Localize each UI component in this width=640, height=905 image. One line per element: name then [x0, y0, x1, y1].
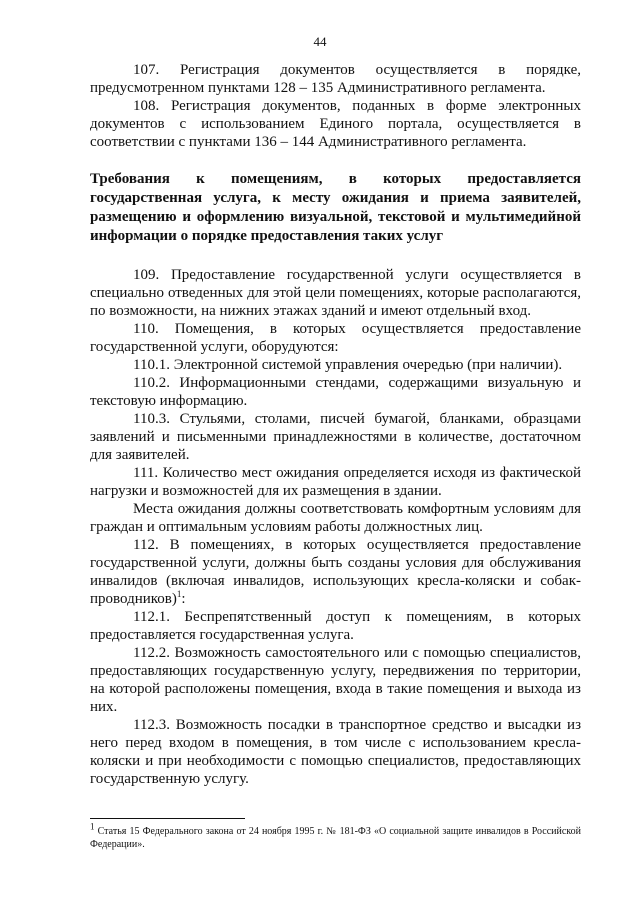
- page-number: 44: [313, 34, 327, 49]
- footnote-mark: 1: [90, 821, 95, 832]
- footnote-reference: 1: [176, 589, 182, 599]
- paragraph-111: 111. Количество мест ожидания определяется исходя из фактической нагрузки и возможностей для их размещения в здании.: [90, 465, 581, 499]
- paragraph-110-1: 110.1. Электронной системой управления очередью (при наличии).: [133, 357, 563, 373]
- paragraph-108: 108. Регистрация документов, поданных в форме электронных документов с использованием Единого портала, осуществляется в соответствии с пунктами 136 – 144 Административного регламента.: [90, 98, 581, 150]
- footnote-divider: [90, 818, 245, 819]
- paragraph-112-suffix: :: [181, 591, 186, 607]
- paragraph-112-1: 112.1. Беспрепятственный доступ к помещениям, в которых предоставляется государственная услуга.: [90, 609, 581, 643]
- paragraph-waiting-places: Места ожидания должны соответствовать комфортным условиям для граждан и оптимальным условиям работы должностных лиц.: [90, 501, 581, 535]
- paragraph-110: 110. Помещения, в которых осуществляется предоставление государственной услуги, оборудуются:: [90, 321, 581, 355]
- paragraph-109: 109. Предоставление государственной услуги осуществляется в специально отведенных для этой цели помещениях, которые располагаются, по возможности, на нижних этажах зданий и имеют отдельный вход.: [90, 267, 581, 319]
- paragraph-112-text: 112. В помещениях, в которых осуществляется предоставление государственной услуги, должны быть созданы условия для обслуживания инвалидов (включая инвалидов, использующих кресла-коляски и собак-проводников): [90, 537, 581, 607]
- paragraph-110-3: 110.3. Стульями, столами, писчей бумагой, бланками, образцами заявлений и письменными принадлежностями в количестве, достаточном для заявителей.: [90, 411, 581, 463]
- paragraph-110-2: 110.2. Информационными стендами, содержащими визуальную и текстовую информацию.: [90, 375, 581, 409]
- paragraph-112-3: 112.3. Возможность посадки в транспортное средство и высадки из него перед входом в помещения, в том числе с использованием кресла-коляски и при необходимости с помощью специалистов, предоставляющих государственную услугу.: [90, 717, 581, 787]
- paragraph-112: [90, 536, 581, 608]
- paragraph-112-2: 112.2. Возможность самостоятельного или с помощью специалистов, предоставляющих государственную услугу, передвижения по территории, на которой расположены помещения, входа в такие помещения и выхода из них.: [90, 645, 581, 715]
- page-body: [90, 61, 581, 788]
- paragraph-107: 107. Регистрация документов осуществляется в порядке, предусмотренном пунктами 128 – 135 Административного регламента.: [90, 62, 581, 96]
- footnote: [90, 821, 581, 851]
- section-heading: Требования к помещениям, в которых предоставляется государственная услуга, к месту ожидания и приема заявителей, размещению и оформлению визуальной, текстовой и мультимедийной информации о порядке предоставления таких услуг: [90, 171, 581, 244]
- footnote-text: Статья 15 Федерального закона от 24 ноября 1995 г. № 181-ФЗ «О социальной защите инвалидов в Российской Федерации».: [90, 826, 581, 850]
